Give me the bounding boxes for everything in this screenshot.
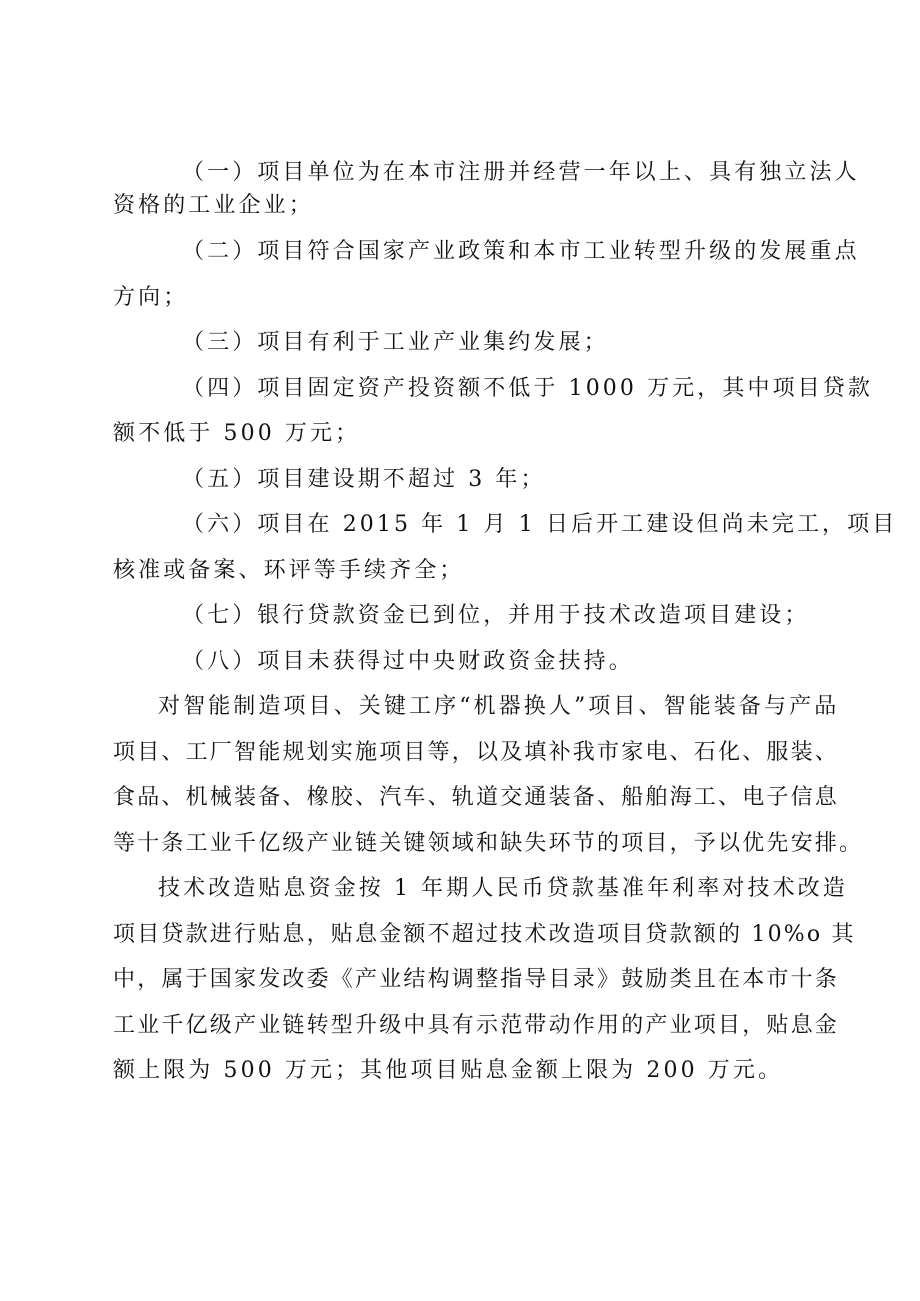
text-line: 资格的工业企业；: [113, 193, 314, 218]
text-line: 对智能制造项目、关键工序“机器换人”项目、智能装备与产品: [158, 694, 840, 719]
text-line: 项目、工厂智能规划实施项目等，以及填补我市家电、石化、服装、: [113, 740, 840, 765]
text-line: 项目贷款进行贴息，贴息金额不超过技术改造项目贷款额的 10%o 其: [113, 922, 856, 947]
text-line: （五）项目建设期不超过 3 年；: [182, 467, 546, 492]
text-line: 中，属于国家发改委《产业结构调整指导目录》鼓励类且在本市十条: [113, 967, 840, 992]
text-line: （二）项目符合国家产业政策和本市工业转型升级的发展重点: [182, 239, 860, 264]
text-line: （三）项目有利于工业产业集约发展；: [182, 330, 609, 355]
text-line: 等十条工业千亿级产业链关键领域和缺失环节的项目，予以优先安排。: [113, 831, 864, 856]
text-line: 工业千亿级产业链转型升级中具有示范带动作用的产业项目，贴息金: [113, 1013, 840, 1038]
text-line: 方向；: [113, 285, 189, 310]
text-line: （六）项目在 2015 年 1 月 1 日后开工建设但尚未完工，项目: [182, 512, 898, 537]
text-line: 技术改造贴息资金按 1 年期人民币贷款基准年利率对技术改造: [158, 876, 848, 901]
text-line: （八）项目未获得过中央财政资金扶持。: [182, 649, 634, 674]
text-line: 核准或备案、环评等手续齐全；: [113, 558, 465, 583]
text-line: （四）项目固定资产投资额不低于 1000 万元，其中项目贷款: [182, 376, 873, 401]
text-line: 食品、机械装备、橡胶、汽车、轨道交通装备、船舶海工、电子信息: [113, 785, 840, 810]
text-line: 额不低于 500 万元；: [113, 421, 361, 446]
text-line: （一）项目单位为在本市注册并经营一年以上、具有独立法人: [182, 160, 860, 185]
text-line: 额上限为 500 万元；其他项目贴息金额上限为 200 万元。: [113, 1058, 784, 1083]
text-line: （七）银行贷款资金已到位，并用于技术改造项目建设；: [182, 603, 810, 628]
